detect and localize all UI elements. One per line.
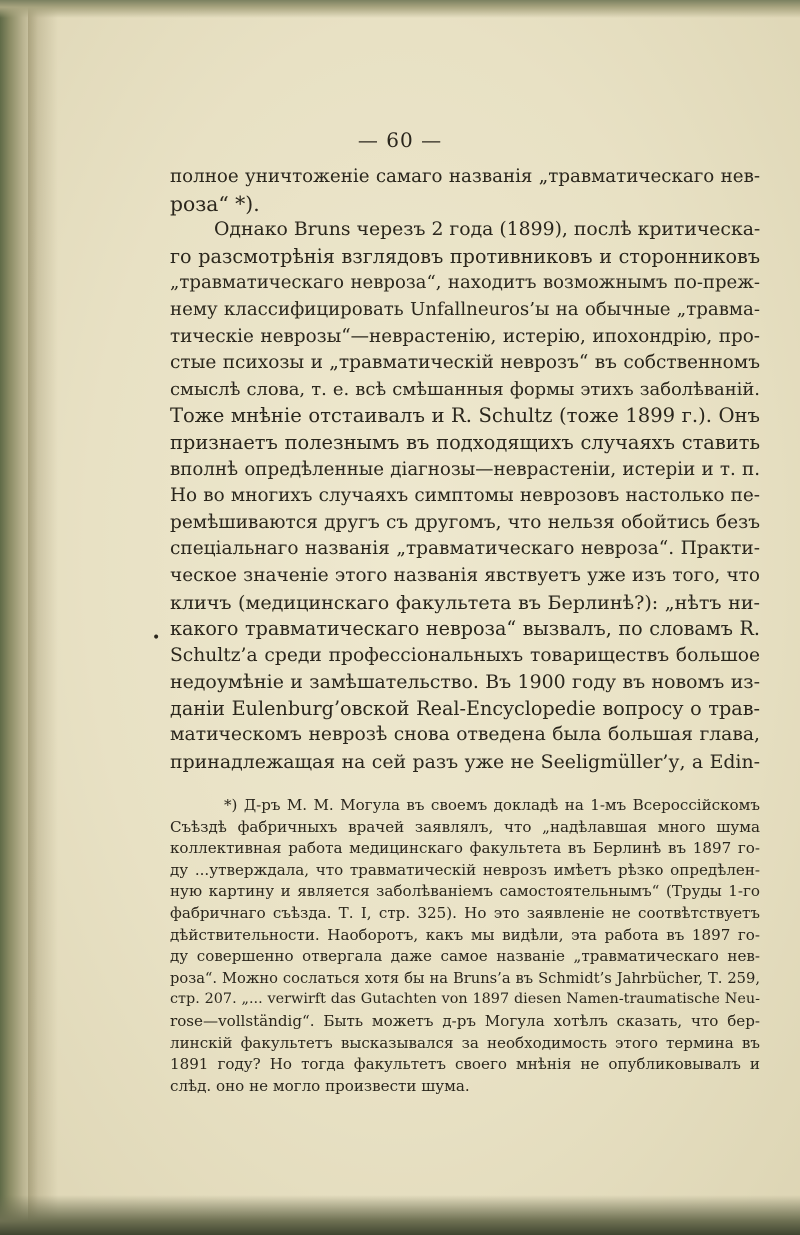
- footnote-line: линскій факультетъ высказывался за необходимость этого термина въ: [170, 1033, 760, 1052]
- footnote-line: фабричнаго съѣзда. Т. I, стр. 325). Но это заявленіе не соотвѣтствуетъ: [170, 903, 760, 922]
- body-line: спеціальнаго названія „травматическаго невроза“. Практи-: [170, 538, 760, 560]
- footnote-line: rose—vollständig“. Быть можетъ д-ръ Могула хотѣлъ сказать, что бер-: [170, 1011, 760, 1030]
- body-line: Но во многихъ случаяхъ симптомы неврозовъ настолько пе-: [170, 485, 760, 507]
- footnote-line: слѣд. оно не могло произвести шума.: [170, 1076, 470, 1095]
- footnote-line: роза“. Можно сослаться хотя бы на Bruns’а въ Schmidt’s Jahrbücher, Т. 259,: [170, 969, 760, 987]
- body-line: нему классифицировать Unfallneuros’ы на обычные „травма-: [170, 298, 760, 320]
- body-line: полное уничтоженіе самаго названія „травматическаго нев-: [170, 166, 760, 187]
- body-line: тическіе неврозы“—неврастенію, истерію, ипохондрію, про-: [170, 325, 760, 347]
- margin-dot-mark: •: [152, 630, 161, 646]
- footnote-line: *) Д-ръ М. М. Могула въ своемъ докладѣ на 1-мъ Всероссійскомъ: [224, 796, 760, 814]
- body-line: даніи Eulenburg’овской Real-Encyclopedie вопросу о трав-: [170, 696, 760, 720]
- body-line: Однако Bruns черезъ 2 года (1899), послѣ критическа-: [214, 219, 761, 241]
- body-line: ремѣшиваются другъ съ другомъ, что нельзя обойтись безъ: [170, 511, 760, 533]
- footnote: [170, 795, 760, 1097]
- body-line: Тоже мнѣніе отстаивалъ и R. Schultz (тоже 1899 г.). Онъ: [170, 404, 760, 428]
- body-line: матическомъ неврозѣ снова отведена была большая глава,: [170, 724, 760, 746]
- footnote-line: стр. 207. „... verwirft das Gutachten von 1897 diesen Namen-traumatische Neu-: [170, 991, 760, 1008]
- footnote-line: ду ...утверждала, что травматическій неврозъ имѣетъ рѣзко опредѣлен-: [170, 860, 760, 879]
- top-page-edge: [0, 0, 800, 18]
- footnote-line: ду совершенно отвергала даже самое названіе „травматическаго нев-: [170, 947, 760, 966]
- body-line: стые психозы и „травматическій неврозъ“ въ собственномъ: [170, 352, 760, 374]
- body-line: кличъ (медицинскаго факультета въ Берлинѣ?): „нѣтъ ни-: [170, 590, 760, 614]
- page-number: — 60 —: [357, 128, 443, 152]
- footnote-line: 1891 году? Но тогда факультетъ своего мнѣнія не опубликовывалъ и: [170, 1055, 760, 1074]
- body-line: недоумѣніе и замѣшательство. Въ 1900 году въ новомъ из-: [170, 671, 760, 694]
- body-text: [170, 164, 760, 776]
- bottom-page-edge: [0, 1195, 800, 1235]
- body-line: Schultz’а среди профессіональныхъ товариществъ большое: [170, 644, 760, 666]
- body-line: какого травматическаго невроза“ вызвалъ, по словамъ R.: [170, 617, 760, 641]
- body-line: вполнѣ опредѣленные діагнозы—неврастеніи, истеріи и т. п.: [170, 458, 760, 480]
- footnote-line: Съѣздѣ фабричныхъ врачей заявлялъ, что „надѣлавшая много шума: [170, 817, 760, 836]
- body-line: „травматическаго невроза“, находитъ возможнымъ по-преж-: [170, 272, 760, 294]
- footnote-line: дѣйствительности. Наоборотъ, какъ мы видѣли, эта работа въ 1897 го-: [170, 925, 760, 944]
- body-line: принадлежащая на сей разъ уже не Seeligmüller’у, а Edin-: [170, 751, 760, 774]
- footnote-line: коллективная работа медицинскаго факультета въ Берлинѣ въ 1897 го-: [170, 839, 760, 858]
- body-line: го разсмотрѣнія взглядовъ противниковъ и сторонниковъ: [170, 244, 760, 268]
- body-line: признаетъ полезнымъ въ подходящихъ случаяхъ ставить: [170, 430, 760, 454]
- binding-shadow: [28, 0, 58, 1235]
- body-line: роза“ *).: [170, 191, 260, 216]
- footnote-line: ную картину и является заболѣваніемъ самостоятельнымъ“ (Труды 1-го: [170, 882, 760, 901]
- body-line: ческое значеніе этого названія явствуетъ уже изъ того, что: [170, 564, 760, 586]
- body-line: смыслѣ слова, т. е. всѣ смѣшанныя формы этихъ заболѣваній.: [170, 378, 760, 400]
